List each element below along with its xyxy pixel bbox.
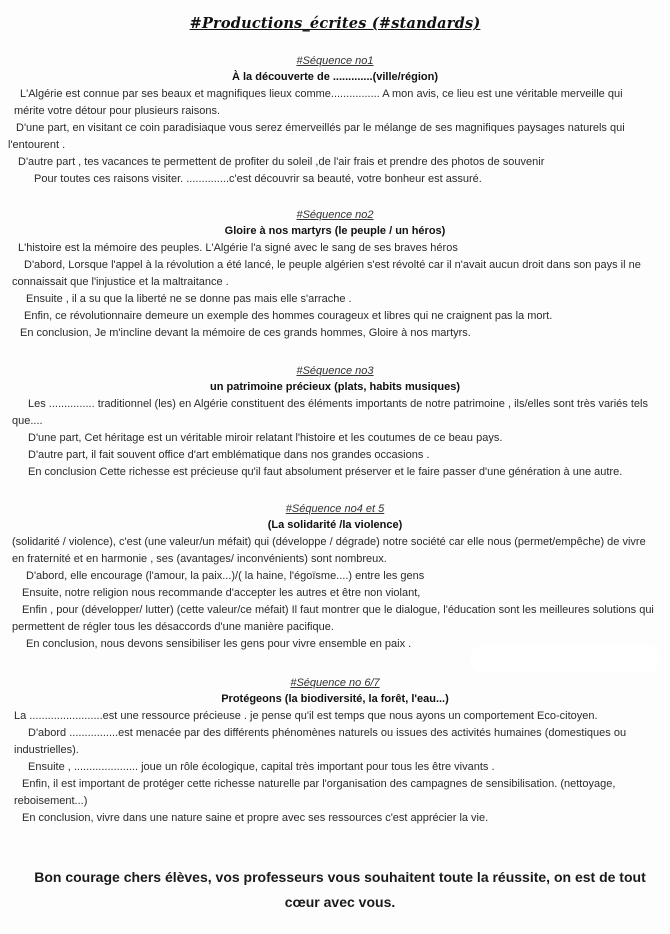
paragraph: D'une part, Cet héritage est un véritable miroir relatant l'histoire et les coutumes de ce beau pays. bbox=[28, 432, 503, 444]
section-heading: À la découverte de .............(ville/région) bbox=[232, 71, 438, 83]
section-heading: un patrimoine précieux (plats, habits musiques) bbox=[210, 381, 460, 393]
paragraph: L'Algérie est connue par ses beaux et magnifiques lieux comme................ A mon avis, ce lieu est une véritable merveille qui mérite votre détour pour plusieurs raisons. bbox=[14, 88, 623, 117]
sequence-label: #Séquence no 6/7 bbox=[290, 677, 380, 689]
paragraph: Les ............... traditionnel (les) en Algérie constituent des éléments importants de notre patrimoine , ils/elles sont très variés tels que.... bbox=[12, 398, 648, 427]
paragraph: D'autre part , tes vacances te permettent de profiter du soleil ,de l'air frais et prendre des photos de souvenir bbox=[18, 156, 545, 168]
paragraph: Pour toutes ces raisons visiter. ..............c'est découvrir sa beauté, votre bonheur est assuré. bbox=[34, 173, 482, 185]
section-sequence-6-7 bbox=[0, 676, 670, 827]
paragraph: En conclusion, vivre dans une nature saine et propre avec ses ressources c'est apprécier la vie. bbox=[22, 812, 489, 824]
paragraph: La ........................est une ressource précieuse . je pense qu'il est temps que nous ayons un comportement Eco-citoyen. bbox=[14, 710, 598, 722]
closing-message: Bon courage chers élèves, vos professeurs vous souhaitent toute la réussite, on est de tout cœur avec vous. bbox=[34, 869, 646, 910]
smudge-mark bbox=[470, 645, 660, 673]
sequence-label: #Séquence no2 bbox=[296, 209, 374, 221]
paragraph: D'abord ................est menacée par des différents phénomènes naturels ou issues des activités humaines (domestiques ou industrielles). bbox=[14, 727, 627, 756]
section-sequence-2 bbox=[0, 208, 670, 342]
paragraph: Ensuite, notre religion nous recommande d'accepter les autres et être non violant, bbox=[22, 587, 421, 599]
paragraph: Ensuite , ..................... joue un rôle écologique, capital très important pour tous les être vivants . bbox=[28, 761, 495, 773]
paragraph: D'une part, en visitant ce coin paradisiaque vous serez émerveillés par le mélange de ses magnifiques paysages naturels qui l'entourent . bbox=[8, 122, 625, 151]
section-sequence-3 bbox=[0, 364, 670, 481]
sequence-label: #Séquence no3 bbox=[296, 365, 374, 377]
paragraph: (solidarité / violence), c'est (une valeur/un méfait) qui (développe / dégrade) notre société car elle nous (permet/empêche) de vivre en fraternité et en harmonie , ses (avantages/ inconvénients) sont nombreux. bbox=[12, 536, 646, 565]
paragraph: D'abord, Lorsque l'appel à la révolution a été lancé, le peuple algérien s'est révolté car il n'avait aucun droit dans son pays il ne connaissait que l'injustice et la maltraitance . bbox=[12, 259, 641, 288]
paragraph: En conclusion, Je m'incline devant la mémoire de ces grands hommes, Gloire à nos martyrs. bbox=[20, 327, 471, 339]
paragraph: Enfin , pour (développer/ lutter) (cette valeur/ce méfait) Il faut montrer que le dialogue, l'éducation sont les meilleures solutions qui permettent de régler tous les désaccords d'une manière pacifique. bbox=[12, 604, 654, 633]
section-sequence-1 bbox=[0, 54, 670, 188]
paragraph: En conclusion, nous devons sensibiliser les gens pour vivre ensemble en paix . bbox=[26, 638, 412, 650]
section-heading: (La solidarité /la violence) bbox=[267, 519, 403, 531]
section-heading: Gloire à nos martyrs (le peuple / un héros) bbox=[224, 225, 446, 237]
paragraph: Ensuite , il a su que la liberté ne se donne pas mais elle s'arrache . bbox=[26, 293, 352, 305]
section-heading: Protégeons (la biodiversité, la forêt, l'eau...) bbox=[221, 693, 449, 705]
paragraph: D'abord, elle encourage (l'amour, la paix...)/( la haine, l'égoïsme....) entre les gens bbox=[26, 570, 425, 582]
paragraph: Enfin, il est important de protéger cette richesse naturelle par l'organisation des campagnes de sensibilisation. (nettoyage, reboisement...) bbox=[14, 778, 616, 807]
document-title: #Productions_écrites (#standards) bbox=[189, 15, 481, 32]
section-sequence-4-5 bbox=[0, 502, 670, 653]
sequence-label: #Séquence no1 bbox=[296, 55, 374, 67]
paragraph: En conclusion Cette richesse est précieuse qu'il faut absolument préserver et le faire passer d'une génération à une autre. bbox=[28, 466, 623, 478]
paragraph: Enfin, ce révolutionnaire demeure un exemple des hommes courageux et libres qui ne craignent pas la mort. bbox=[24, 310, 553, 322]
paragraph: D'autre part, il fait souvent office d'art emblématique dans nos grandes occasions . bbox=[28, 449, 430, 461]
paragraph: L'histoire est la mémoire des peuples. L'Algérie l'a signé avec le sang de ses braves héros bbox=[18, 242, 458, 254]
sequence-label: #Séquence no4 et 5 bbox=[285, 503, 385, 515]
